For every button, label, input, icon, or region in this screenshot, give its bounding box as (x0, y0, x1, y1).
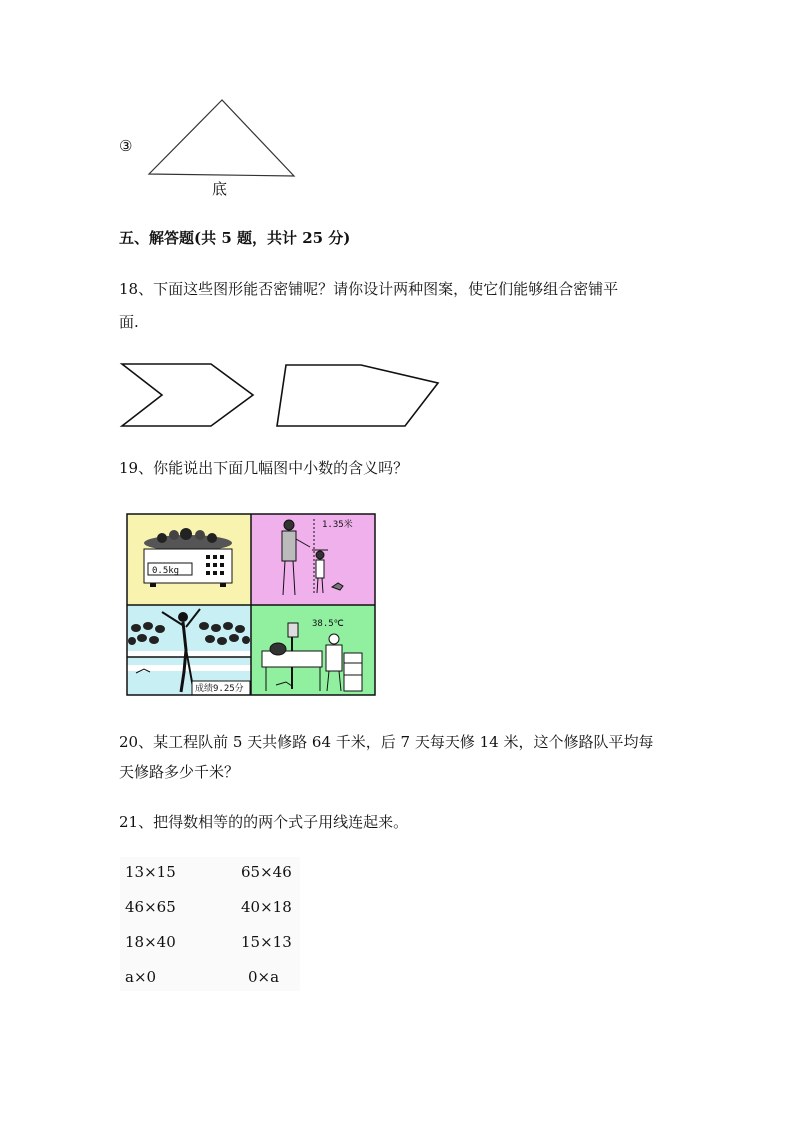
expression-table (120, 857, 300, 991)
q19-picture-grid (126, 513, 376, 696)
irregular-quadrilateral-shape (277, 365, 438, 426)
q19-text: 19、你能说出下面几幅图中小数的含义吗？ (119, 459, 409, 477)
expr-right-3: 15×13 (241, 933, 292, 951)
expr-right-4: 0×a (248, 968, 280, 986)
q18-shapes (118, 356, 443, 431)
triangle-base-label: 底 (212, 180, 228, 198)
q20-text-line2: 天修路多少千米？ (119, 763, 240, 781)
expr-left-1: 13×15 (125, 863, 176, 881)
expr-left-4: a×0 (125, 968, 157, 986)
q21-text: 21、把得数相等的的两个式子用线连起来。 (119, 813, 409, 831)
figure-3-marker: ③ (119, 137, 133, 155)
expr-right-2: 40×18 (241, 898, 292, 916)
scale-reading: 0.5kg (152, 566, 180, 576)
chevron-shape (122, 364, 253, 426)
expr-left-3: 18×40 (125, 933, 176, 951)
q18-text-line2: 面. (119, 313, 139, 331)
section-5-heading: 五、解答题(共 5 题，共计 25 分) (119, 229, 351, 247)
q18-text-line1: 18、下面这些图形能否密铺呢？请你设计两种图案，使它们能够组合密铺平 (119, 280, 619, 298)
expr-right-1: 65×46 (241, 863, 292, 881)
panel-height-bg (251, 514, 375, 605)
temperature-reading: 38.5℃ (312, 619, 344, 629)
height-reading: 1.35米 (322, 520, 353, 530)
triangle-figure (140, 92, 305, 182)
expr-left-2: 46×65 (125, 898, 176, 916)
score-reading: 成绩9.25分 (195, 684, 244, 694)
q20-text-line1: 20、某工程队前 5 天共修路 64 千米，后 7 天每天修 14 米，这个修路队平均每 (119, 733, 654, 751)
